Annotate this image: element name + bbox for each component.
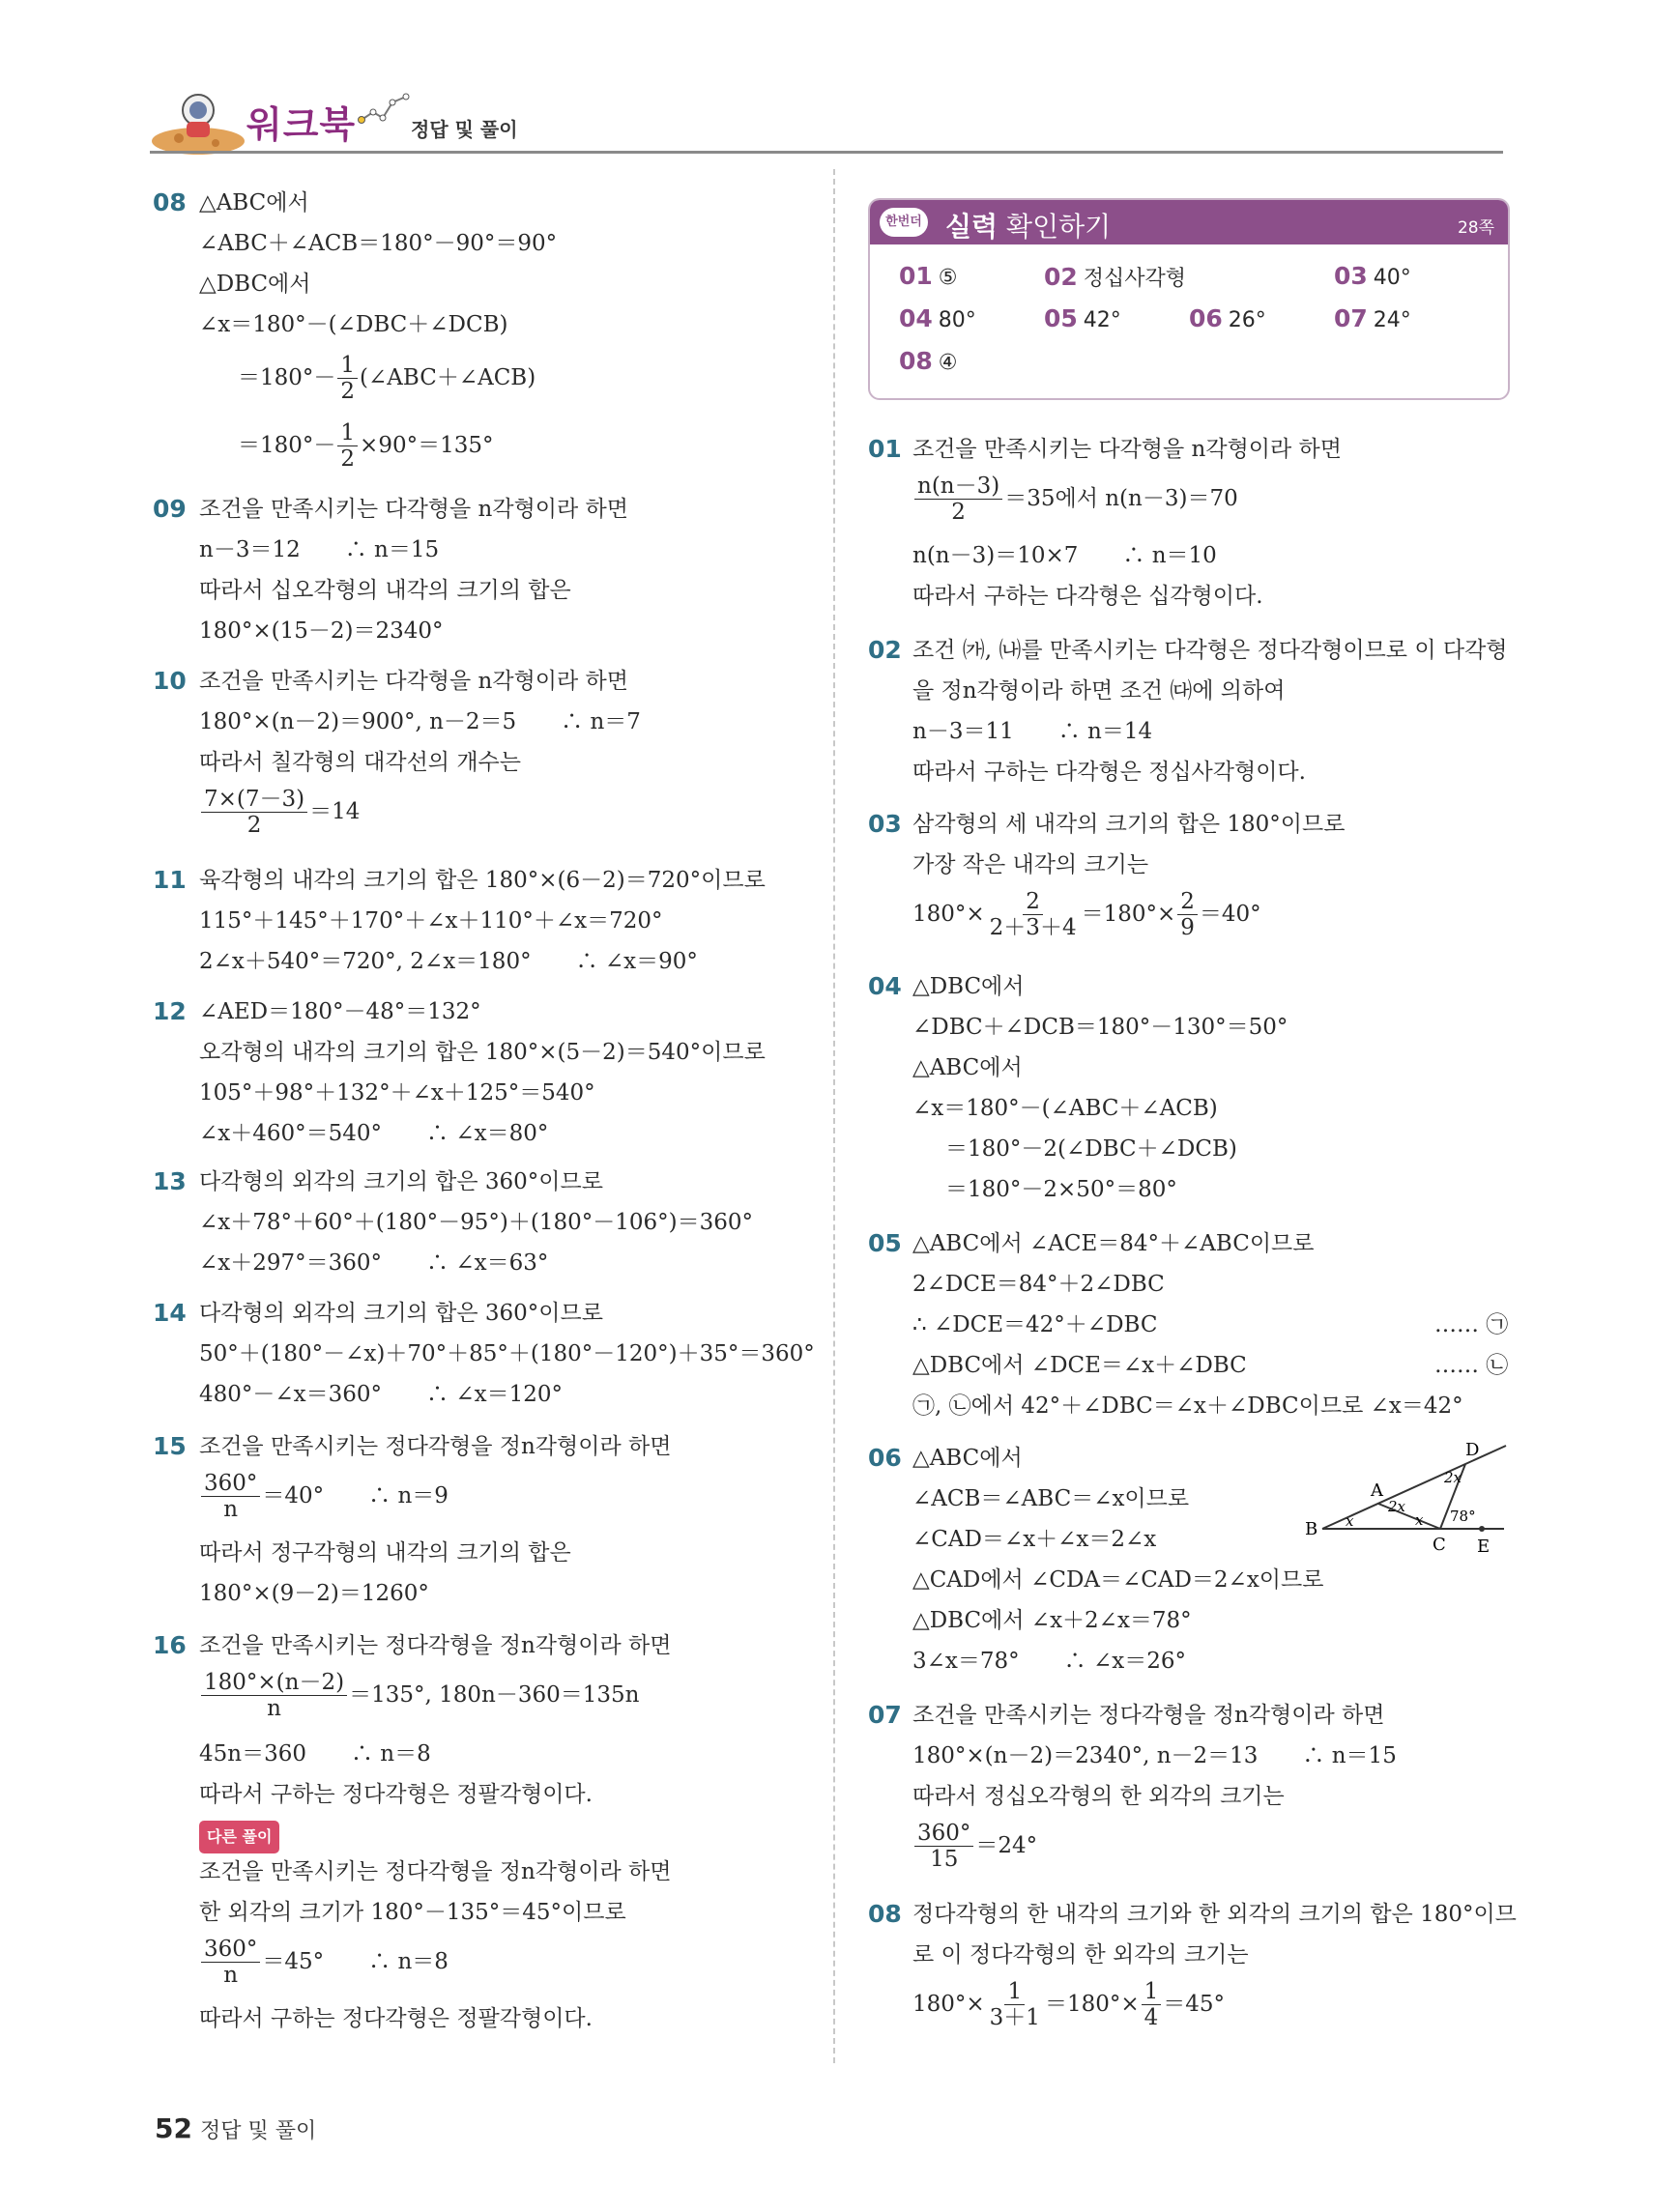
solution-line: n－3＝11 ∴ n＝14 xyxy=(912,719,1153,744)
solution-line: n－3＝12 ∴ n＝15 xyxy=(199,537,440,562)
summary-badge: 한번더 xyxy=(880,208,928,237)
solution-line: 180°× $\frac{1}{3+1}$ ＝180°× $\frac{1}{4}$ ＝45° xyxy=(912,1979,1226,2031)
solution-line: 조건을 만족시키는 다각형을 n각형이라 하면 xyxy=(199,497,628,522)
equation-marker: …… ㉠ xyxy=(1434,1312,1509,1337)
column-divider xyxy=(833,169,835,2063)
problem-number: 03 xyxy=(868,810,902,838)
solution-line: ∠DBC＋∠DCB＝180°－130°＝50° xyxy=(912,1015,1288,1040)
solution-line: ∠x＝180°－(∠DBC＋∠DCB) xyxy=(199,312,508,337)
solution-line: ㉠, ㉡에서 42°＋∠DBC＝∠x＋∠DBC이므로 ∠x＝42° xyxy=(912,1393,1463,1419)
solution-line: 조건을 만족시키는 정다각형을 정n각형이라 하면 xyxy=(199,1633,672,1658)
point-label: B xyxy=(1305,1519,1318,1539)
angle-label: x xyxy=(1346,1512,1354,1530)
answer-item: 07 24° xyxy=(1334,304,1411,332)
fraction: $\frac{2}{9}$ xyxy=(1177,889,1198,941)
fraction: $\frac{360^\circ}{n}$ xyxy=(201,1937,260,1989)
solution-line: ＝180°－2×50°＝80° xyxy=(945,1177,1177,1202)
solution-line: 조건을 만족시키는 다각형을 n각형이라 하면 xyxy=(912,437,1342,462)
equation-marker: …… ㉡ xyxy=(1434,1353,1509,1378)
fraction: $\frac{1}{2}$ xyxy=(337,420,358,473)
solution-line: 오각형의 내각의 크기의 합은 180°×(5－2)＝540°이므로 xyxy=(199,1040,766,1065)
solution-line: 45n＝360 ∴ n＝8 xyxy=(199,1741,431,1767)
answer-item: 03 40° xyxy=(1334,262,1411,290)
fraction: $\frac{1}{3+1}$ xyxy=(989,1979,1040,2031)
solution-line: ∠ABC＋∠ACB＝180°－90°＝90° xyxy=(199,231,558,256)
point-label: C xyxy=(1433,1535,1446,1555)
angle-label: 78° xyxy=(1450,1508,1476,1525)
problem-number: 10 xyxy=(153,667,187,695)
solution-line: 삼각형의 세 내각의 크기의 합은 180°이므로 xyxy=(912,812,1346,837)
solution-line: 따라서 칠각형의 대각선의 개수는 xyxy=(199,750,521,775)
solution-line: 조건 ㈎, ㈏를 만족시키는 다각형은 정다각형이므로 이 다각형 xyxy=(912,638,1508,663)
solution-line: $\frac{180^\circ\times(n-2)}{n}$ ＝135°, 180n－360＝135n xyxy=(199,1670,639,1722)
solution-line: △CAD에서 ∠CDA＝∠CAD＝2∠x이므로 xyxy=(912,1567,1324,1593)
solution-line: ∠CAD＝∠x＋∠x＝2∠x xyxy=(912,1527,1157,1552)
solution-line: 3∠x＝78° ∴ ∠x＝26° xyxy=(912,1649,1186,1674)
fraction: $\frac{2}{2+3+4}$ xyxy=(989,889,1077,941)
solution-line: △ABC에서 xyxy=(912,1055,1023,1080)
solution-line: △DBC에서 xyxy=(912,974,1025,999)
fraction: $\frac{360^\circ}{n}$ xyxy=(201,1471,260,1523)
summary-header xyxy=(870,200,1508,244)
summary-title: 실력 확인하기 xyxy=(945,211,1112,243)
solution-line: 조건을 만족시키는 정다각형을 정n각형이라 하면 xyxy=(199,1434,672,1459)
answer-item: 08 ④ xyxy=(899,347,958,375)
solution-line: ∠x＋460°＝540° ∴ ∠x＝80° xyxy=(199,1121,549,1146)
solution-line: 180°×(9－2)＝1260° xyxy=(199,1581,429,1606)
solution-line: △ABC에서 ∠ACE＝84°＋∠ABC이므로 xyxy=(912,1231,1315,1256)
fraction: $\frac{1}{4}$ xyxy=(1142,1979,1162,2031)
summary-page-ref: 28쪽 xyxy=(1457,218,1494,238)
fraction: $\frac{1}{2}$ xyxy=(337,353,358,405)
point-label: D xyxy=(1465,1440,1480,1460)
constellation-icon xyxy=(358,91,411,129)
astronaut-logo-icon xyxy=(150,85,246,155)
solution-line: △ABC에서 xyxy=(912,1446,1023,1471)
answer-item: 06 26° xyxy=(1189,304,1266,332)
problem-number: 07 xyxy=(868,1701,902,1729)
solution-line: $\frac{n(n-3)}{2}$ ＝35에서 n(n－3)＝70 xyxy=(912,474,1238,526)
problem-number: 13 xyxy=(153,1167,187,1195)
problem-number: 12 xyxy=(153,997,187,1025)
solution-line: ∴ ∠DCE＝42°＋∠DBC xyxy=(912,1312,1158,1337)
solution-line: 따라서 구하는 다각형은 정십사각형이다. xyxy=(912,760,1306,785)
point-label: E xyxy=(1477,1537,1491,1557)
solution-line: ∠ACB＝∠ABC＝∠x이므로 xyxy=(912,1486,1190,1511)
solution-line: 따라서 구하는 정다각형은 정팔각형이다. xyxy=(199,2006,593,2031)
problem-number: 08 xyxy=(868,1900,902,1928)
solution-line: 다각형의 외각의 크기의 합은 360°이므로 xyxy=(199,1301,603,1326)
solution-line: ＝180°－2(∠DBC＋∠DCB) xyxy=(945,1136,1237,1162)
solution-line: △DBC에서 ∠x＋2∠x＝78° xyxy=(912,1608,1192,1633)
point-label: A xyxy=(1371,1480,1383,1501)
solution-line: 180°×(n－2)＝900°, n－2＝5 ∴ n＝7 xyxy=(199,709,641,734)
page-footer xyxy=(155,2112,316,2144)
problem-number: 05 xyxy=(868,1229,902,1257)
solution-line: 2∠DCE＝84°＋2∠DBC xyxy=(912,1272,1165,1297)
problem-number: 16 xyxy=(153,1631,187,1659)
solution-line: 다각형의 외각의 크기의 합은 360°이므로 xyxy=(199,1169,603,1194)
problem-number: 11 xyxy=(153,866,187,894)
solution-line: ∠AED＝180°－48°＝132° xyxy=(199,999,481,1024)
solution-line: $\frac{360^\circ}{15}$ ＝24° xyxy=(912,1821,1037,1873)
answer-item: 04 80° xyxy=(899,304,976,332)
solution-line: $\frac{7\times(7-3)}{2}$ ＝14 xyxy=(199,787,360,839)
triangle-figure xyxy=(1293,1438,1516,1564)
solution-line: 180°×(15－2)＝2340° xyxy=(199,618,444,644)
solution-line: 따라서 정구각형의 내각의 크기의 합은 xyxy=(199,1540,571,1566)
fraction: $\frac{180^\circ\times(n-2)}{n}$ xyxy=(201,1670,347,1722)
solution-line: 육각형의 내각의 크기의 합은 180°×(6－2)＝720°이므로 xyxy=(199,868,766,893)
solution-line: 조건을 만족시키는 정다각형을 정n각형이라 하면 xyxy=(912,1703,1385,1728)
page-header xyxy=(150,85,1503,155)
solution-line: 조건을 만족시키는 다각형을 n각형이라 하면 xyxy=(199,669,628,694)
alternative-solution-tag: 다른 풀이 xyxy=(199,1821,279,1853)
fraction: $\frac{n(n-3)}{2}$ xyxy=(914,474,1002,526)
solution-line: 180°×(n－2)＝2340°, n－2＝13 ∴ n＝15 xyxy=(912,1743,1397,1768)
solution-line: ∠x＋297°＝360° ∴ ∠x＝63° xyxy=(199,1250,549,1276)
problem-number: 01 xyxy=(868,435,902,463)
header-subtitle: 정답 및 풀이 xyxy=(411,118,518,141)
solution-line: ＝180°－ $\frac{1}{2}$ ×90°＝135° xyxy=(238,420,494,473)
problem-number: 02 xyxy=(868,636,902,664)
angle-label: 2x xyxy=(1388,1498,1406,1515)
solution-line: △ABC에서 xyxy=(199,190,309,215)
problem-number: 08 xyxy=(153,188,187,216)
solution-line: 115°＋145°＋170°＋∠x＋110°＋∠x＝720° xyxy=(199,908,663,934)
solution-line: 한 외각의 크기가 180°－135°＝45°이므로 xyxy=(199,1900,626,1925)
page-number: 52 xyxy=(155,2112,192,2144)
solution-line: △DBC에서 ∠DCE＝∠x＋∠DBC xyxy=(912,1353,1247,1378)
solution-line: 50°＋(180°－∠x)＋70°＋85°＋(180°－120°)＋35°＝360° xyxy=(199,1341,815,1366)
solution-line: $\frac{360^\circ}{n}$ ＝40° ∴ n＝9 xyxy=(199,1471,449,1523)
solution-line: 180°× $\frac{2}{2+3+4}$ ＝180°× $\frac{2}{9}$ ＝40° xyxy=(912,889,1261,941)
solution-line: 480°－∠x＝360° ∴ ∠x＝120° xyxy=(199,1382,563,1407)
answer-item: 05 42° xyxy=(1044,304,1121,332)
solution-line: 정다각형의 한 내각의 크기와 한 외각의 크기의 합은 180°이므 xyxy=(912,1902,1517,1927)
solution-line: n(n－3)＝10×7 ∴ n＝10 xyxy=(912,543,1217,568)
solution-line: 105°＋98°＋132°＋∠x＋125°＝540° xyxy=(199,1080,595,1106)
answer-item: 02 정십사각형 xyxy=(1044,263,1187,291)
fraction: $\frac{7\times(7-3)}{2}$ xyxy=(201,787,307,839)
solution-line: 따라서 정십오각형의 한 외각의 크기는 xyxy=(912,1784,1285,1809)
footer-label: 정답 및 풀이 xyxy=(199,2119,317,2143)
solution-line: 을 정n각형이라 하면 조건 ㈐에 의하여 xyxy=(912,678,1286,704)
solution-line: ∠x＋78°＋60°＋(180°－95°)＋(180°－106°)＝360° xyxy=(199,1210,754,1235)
angle-label: x xyxy=(1415,1511,1424,1529)
solution-line: ∠x＝180°－(∠ABC＋∠ACB) xyxy=(912,1096,1218,1121)
solution-line: ＝180°－ $\frac{1}{2}$ (∠ABC＋∠ACB) xyxy=(238,353,536,405)
solution-line: 따라서 구하는 다각형은 십각형이다. xyxy=(912,584,1263,609)
fraction: $\frac{360^\circ}{15}$ xyxy=(914,1821,973,1873)
header-rule xyxy=(150,151,1503,154)
problem-number: 09 xyxy=(153,495,187,523)
solution-line: △DBC에서 xyxy=(199,272,311,297)
solution-line: 2∠x＋540°＝720°, 2∠x＝180° ∴ ∠x＝90° xyxy=(199,949,698,974)
solution-line: 조건을 만족시키는 정다각형을 정n각형이라 하면 xyxy=(199,1859,672,1884)
answer-summary-box xyxy=(868,198,1510,400)
problem-number: 06 xyxy=(868,1444,902,1472)
solution-line: 따라서 십오각형의 내각의 크기의 합은 xyxy=(199,578,571,603)
problem-number: 04 xyxy=(868,972,902,1000)
problem-number: 14 xyxy=(153,1299,187,1327)
angle-label: 2x xyxy=(1444,1469,1462,1486)
solution-line: 가장 작은 내각의 크기는 xyxy=(912,852,1149,877)
problem-number: 15 xyxy=(153,1432,187,1460)
solution-line: 로 이 정다각형의 한 외각의 크기는 xyxy=(912,1942,1249,1968)
solution-line: 따라서 구하는 정다각형은 정팔각형이다. xyxy=(199,1782,593,1807)
solution-line: $\frac{360^\circ}{n}$ ＝45° ∴ n＝8 xyxy=(199,1937,449,1989)
workbook-title: 워크북 xyxy=(246,103,357,146)
answer-item: 01 ⑤ xyxy=(899,262,958,290)
